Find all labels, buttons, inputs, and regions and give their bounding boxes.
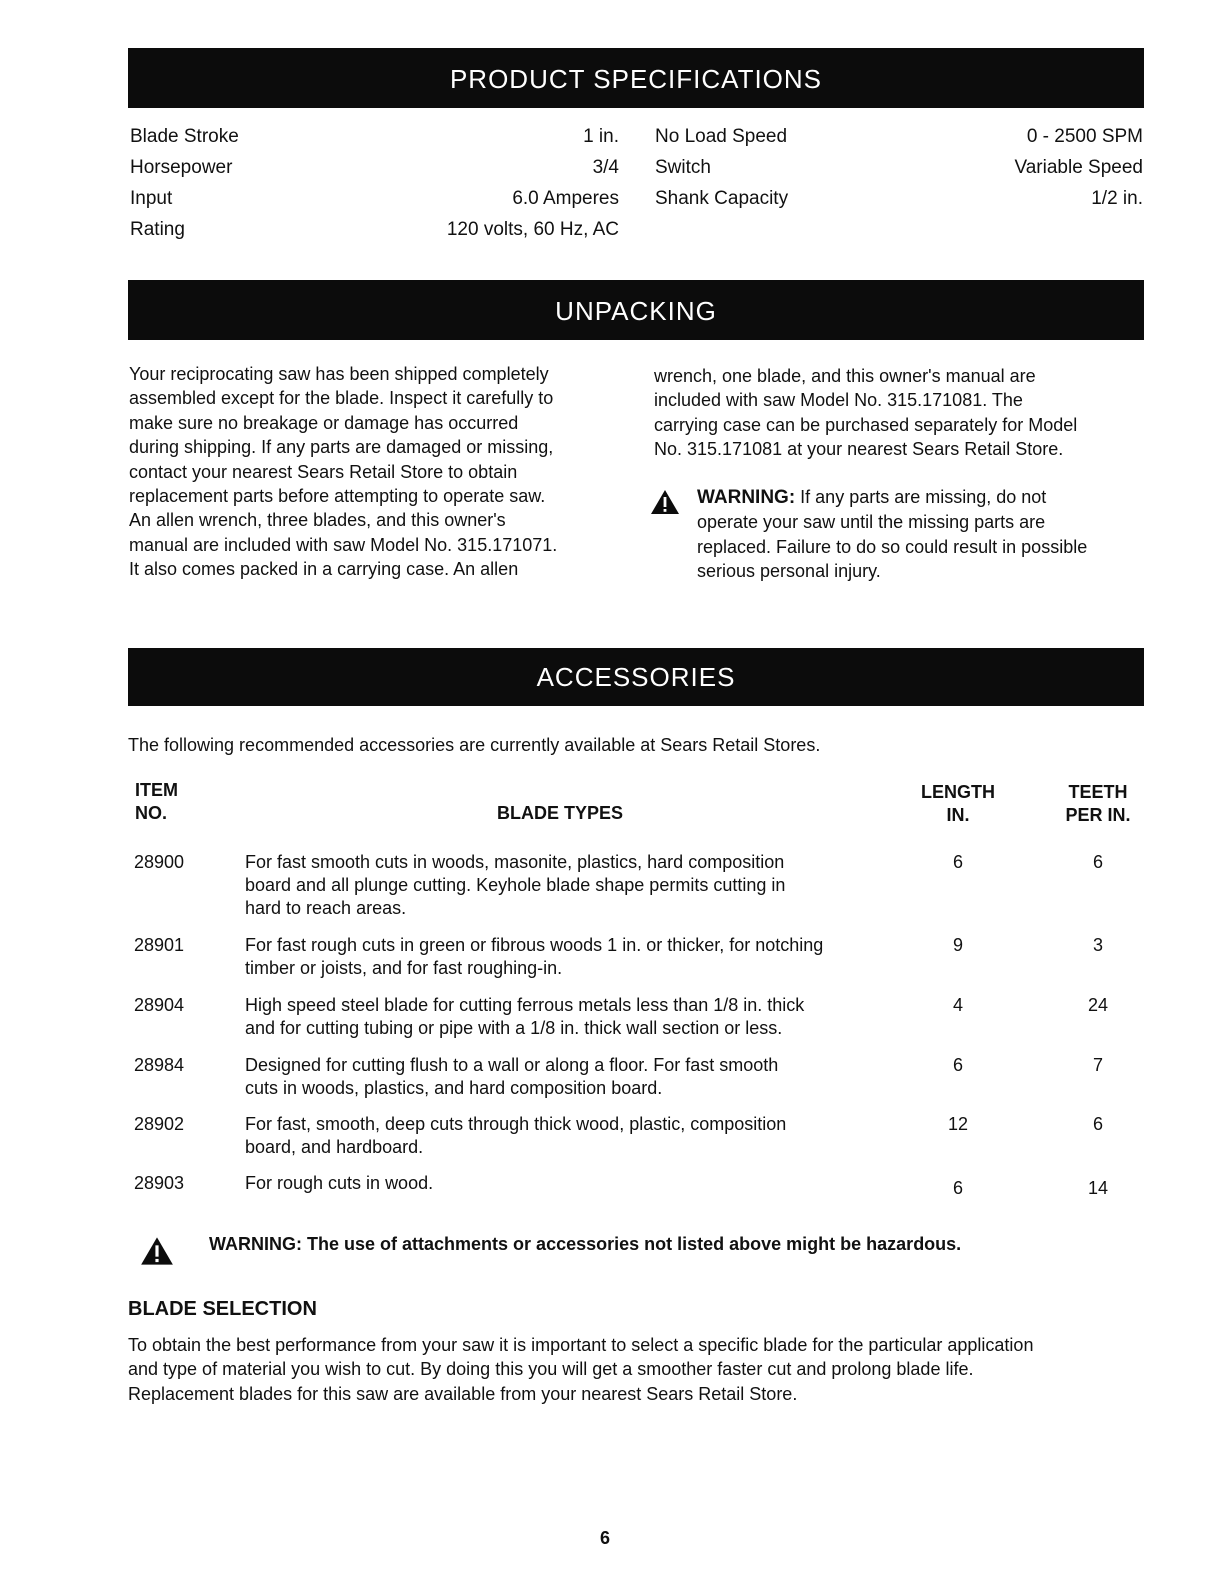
text-line: Replacement blades for this saw are available from your nearest Sears Retail Store. xyxy=(128,1383,798,1404)
blade-description xyxy=(245,1113,885,1159)
spec-label: Blade Stroke xyxy=(130,126,239,147)
blade-description xyxy=(245,1172,885,1195)
text-line: and for cutting tubing or pipe with a 1/8 in. thick wall section or less. xyxy=(245,1018,783,1038)
text-line: board, and hardboard. xyxy=(245,1137,424,1157)
item-number: 28904 xyxy=(134,995,185,1015)
teeth-per-inch: 3 xyxy=(1092,935,1103,955)
section-title: PRODUCT SPECIFICATIONS xyxy=(449,64,823,94)
spec-label: Switch xyxy=(655,157,711,178)
spec-label: Rating xyxy=(130,219,185,240)
text-line: Your reciprocating saw has been shipped completely xyxy=(129,364,549,384)
text-line: wrench, one blade, and this owner's manual are xyxy=(654,366,1036,386)
spec-row xyxy=(130,188,619,219)
spec-table-left xyxy=(130,126,619,250)
item-number: 28900 xyxy=(134,852,185,872)
warning-text: If any parts are missing, do not xyxy=(800,487,1047,507)
blade-length: 9 xyxy=(952,935,963,955)
text-line: No. 315.171081 at your nearest Sears Retail Store. xyxy=(654,439,1064,460)
text-line: High speed steel blade for cutting ferrous metals less than 1/8 in. thick xyxy=(245,995,805,1015)
spec-row xyxy=(130,126,619,157)
unpacking-text-right xyxy=(654,364,1154,462)
spec-value: 6.0 Amperes xyxy=(512,188,619,209)
item-number: 28902 xyxy=(134,1114,185,1134)
header-text: TEETH xyxy=(1068,782,1128,802)
warning-title: WARNING: xyxy=(697,487,796,508)
header-text: PER IN. xyxy=(1065,805,1131,825)
text-line: manual are included with saw Model No. 315.171071. xyxy=(129,534,558,555)
spec-value: 1/2 in. xyxy=(1091,188,1143,209)
text-line: For fast, smooth, deep cuts through thick wood, plastic, composition xyxy=(245,1114,787,1134)
spec-row xyxy=(130,219,619,250)
unpacking-text-left xyxy=(129,362,629,582)
text-line: Designed for cutting flush to a wall or along a floor. For fast smooth xyxy=(245,1055,779,1075)
unpacking-warning xyxy=(697,485,1157,584)
spec-row xyxy=(655,126,1143,157)
text-line: hard to reach areas. xyxy=(245,898,407,918)
accessories-warning xyxy=(209,1234,961,1255)
text-line: It also comes packed in a carrying case. An allen xyxy=(129,559,519,580)
text-line: replacement parts before attempting to operate saw. xyxy=(129,486,546,507)
section-title: UNPACKING xyxy=(555,296,717,326)
blade-length: 6 xyxy=(952,1055,963,1075)
text-line: timber or joists, and for fast roughing-in. xyxy=(245,958,563,978)
blade-length: 12 xyxy=(947,1114,969,1134)
blade-selection-text xyxy=(128,1333,1158,1406)
text-line: assembled except for the blade. Inspect it carefully to xyxy=(129,388,554,409)
product-specifications-banner xyxy=(128,48,1144,108)
accessories-banner xyxy=(128,648,1144,706)
item-number: 28984 xyxy=(134,1055,185,1075)
text-line: serious personal injury. xyxy=(697,561,881,582)
text-line: board and all plunge cutting. Keyhole blade shape permits cutting in xyxy=(245,875,786,895)
text-line: For rough cuts in wood. xyxy=(245,1173,434,1193)
header-blade-types: BLADE TYPES xyxy=(496,803,624,823)
spec-value: 0 - 2500 SPM xyxy=(1026,126,1143,147)
text-line: and type of material you wish to cut. By doing this you will get a smoother faster cut and prolong blade life. xyxy=(128,1359,974,1380)
teeth-per-inch: 7 xyxy=(1092,1055,1103,1075)
warning-first-line xyxy=(697,485,1157,510)
header-length xyxy=(898,781,1018,827)
blade-length: 6 xyxy=(952,852,963,872)
text-line: For fast rough cuts in green or fibrous woods 1 in. or thicker, for notching xyxy=(245,935,824,955)
header-text: NO. xyxy=(135,803,168,823)
text-line: To obtain the best performance from your saw it is important to select a specific blade for the particular application xyxy=(128,1335,1034,1355)
spec-row xyxy=(130,157,619,188)
text-line: cuts in woods, plastics, and hard composition board. xyxy=(245,1078,663,1098)
warning-triangle-icon xyxy=(140,1236,174,1266)
header-text: IN. xyxy=(946,805,970,825)
blade-description xyxy=(245,934,885,980)
spec-value: 3/4 xyxy=(592,157,619,178)
text-line: For fast smooth cuts in woods, masonite, plastics, hard composition xyxy=(245,852,785,872)
text-line: included with saw Model No. 315.171081. The xyxy=(654,390,1023,411)
spec-value: 120 volts, 60 Hz, AC xyxy=(446,219,619,240)
text-line: carrying case can be purchased separately for Model xyxy=(654,414,1078,435)
spec-row xyxy=(655,188,1143,219)
header-text: ITEM xyxy=(135,780,178,800)
accessories-intro: The following recommended accessories are currently available at Sears Retail Stores. xyxy=(128,735,821,755)
blade-selection-heading: BLADE SELECTION xyxy=(128,1298,317,1320)
teeth-per-inch: 24 xyxy=(1087,995,1109,1015)
spec-label: Shank Capacity xyxy=(655,188,789,209)
text-line: make sure no breakage or damage has occurred xyxy=(129,412,519,433)
text-line: contact your nearest Sears Retail Store to obtain xyxy=(129,461,518,482)
section-title: ACCESSORIES xyxy=(536,662,736,692)
blade-length: 6 xyxy=(952,1178,963,1198)
warning-title: WARNING: xyxy=(209,1234,302,1254)
warning-triangle-icon xyxy=(650,489,680,515)
spec-label: No Load Speed xyxy=(655,126,788,147)
text-line: An allen wrench, three blades, and this owner's xyxy=(129,510,506,531)
spec-row xyxy=(655,157,1143,188)
header-item-no xyxy=(135,779,178,825)
teeth-per-inch: 14 xyxy=(1087,1178,1109,1198)
spec-label: Horsepower xyxy=(130,157,233,178)
page-number: 6 xyxy=(599,1528,610,1548)
blade-description xyxy=(245,994,885,1040)
spec-table-right xyxy=(655,126,1143,219)
warning-text: The use of attachments or accessories not listed above might be hazardous. xyxy=(307,1234,962,1254)
spec-value: Variable Speed xyxy=(1014,157,1143,178)
blade-length: 4 xyxy=(952,995,963,1015)
item-number: 28903 xyxy=(134,1173,185,1193)
text-line: during shipping. If any parts are damaged or missing, xyxy=(129,437,554,458)
unpacking-banner xyxy=(128,280,1144,340)
teeth-per-inch: 6 xyxy=(1092,852,1103,872)
header-text: LENGTH xyxy=(921,782,995,802)
item-number: 28901 xyxy=(134,935,185,955)
spec-value: 1 in. xyxy=(583,126,619,147)
text-line: operate your saw until the missing parts are xyxy=(697,512,1046,533)
spec-label: Input xyxy=(130,188,173,209)
teeth-per-inch: 6 xyxy=(1092,1114,1103,1134)
text-line: replaced. Failure to do so could result in possible xyxy=(697,536,1088,557)
blade-description xyxy=(245,851,885,920)
blade-description xyxy=(245,1054,885,1100)
header-teeth xyxy=(1038,781,1158,827)
